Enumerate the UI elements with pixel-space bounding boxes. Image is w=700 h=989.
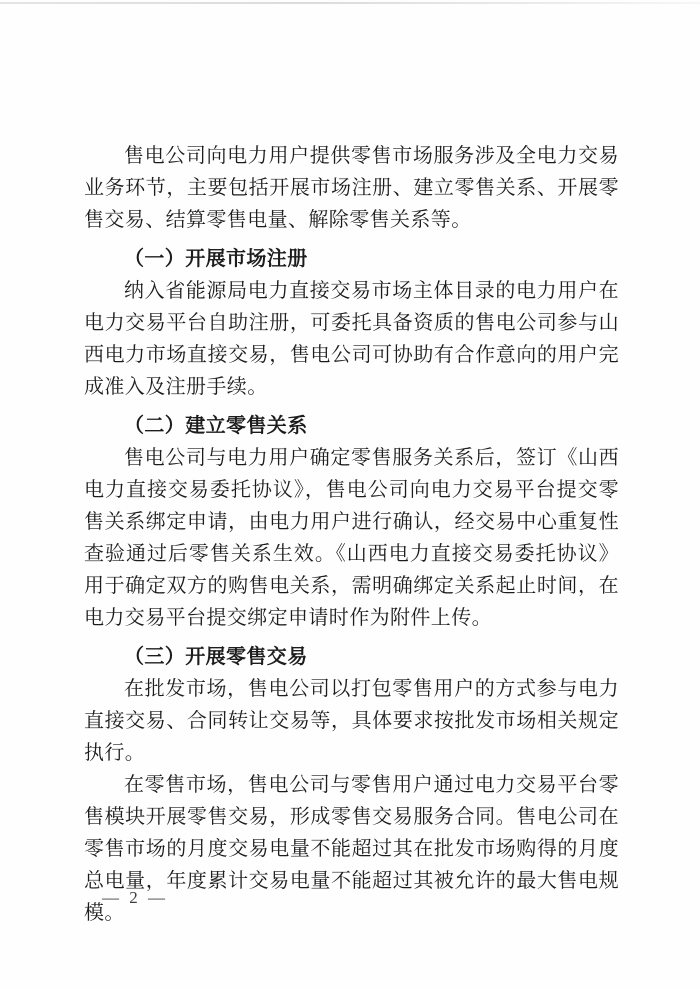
section-heading-3: （三）开展零售交易 [124,646,308,668]
section-3-paragraph-1: 在批发市场，售电公司以打包零售用户的方式参与电力直接交易、合同转让交易等，具体要求按批发市场相关规定执行。 [84,678,619,764]
page-number: — 2 — [102,888,168,907]
section-heading-1: （一）开展市场注册 [124,248,308,270]
document-body [84,140,619,929]
section-1-paragraph: 纳入省能源局电力直接交易市场主体目录的电力用户在电力交易平台自助注册，可委托具备资质的售电公司参与山西电力市场直接交易，售电公司可协助有合作意向的用户完成准入及注册手续。 [84,280,619,398]
scan-artifact-line [0,2,700,4]
intro-paragraph: 售电公司向电力用户提供零售市场服务涉及全电力交易业务环节，主要包括开展市场注册、建立零售关系、开展零售交易、结算零售电量、解除零售关系等。 [84,145,619,231]
section-2-paragraph: 售电公司与电力用户确定零售服务关系后，签订《山西电力直接交易委托协议》，售电公司向电力交易平台提交零售关系绑定申请，由电力用户进行确认，经交易中心重复性查验通过后零售关系生效。《山西电力直接交易委托协议》用于确定双方的购售电关系，需明确绑定关系起止时间，在电力交易平台提交绑定申请时作为附件上传。 [84,447,619,629]
section-heading-2: （二）建立零售关系 [124,415,308,437]
section-3-paragraph-2: 在零售市场，售电公司与零售用户通过电力交易平台零售模块开展零售交易，形成零售交易服务合同。售电公司在零售市场的月度交易电量不能超过其在批发市场购得的月度总电量，年度累计交易电量不能超过其被允许的最大售电规模。 [84,774,619,924]
